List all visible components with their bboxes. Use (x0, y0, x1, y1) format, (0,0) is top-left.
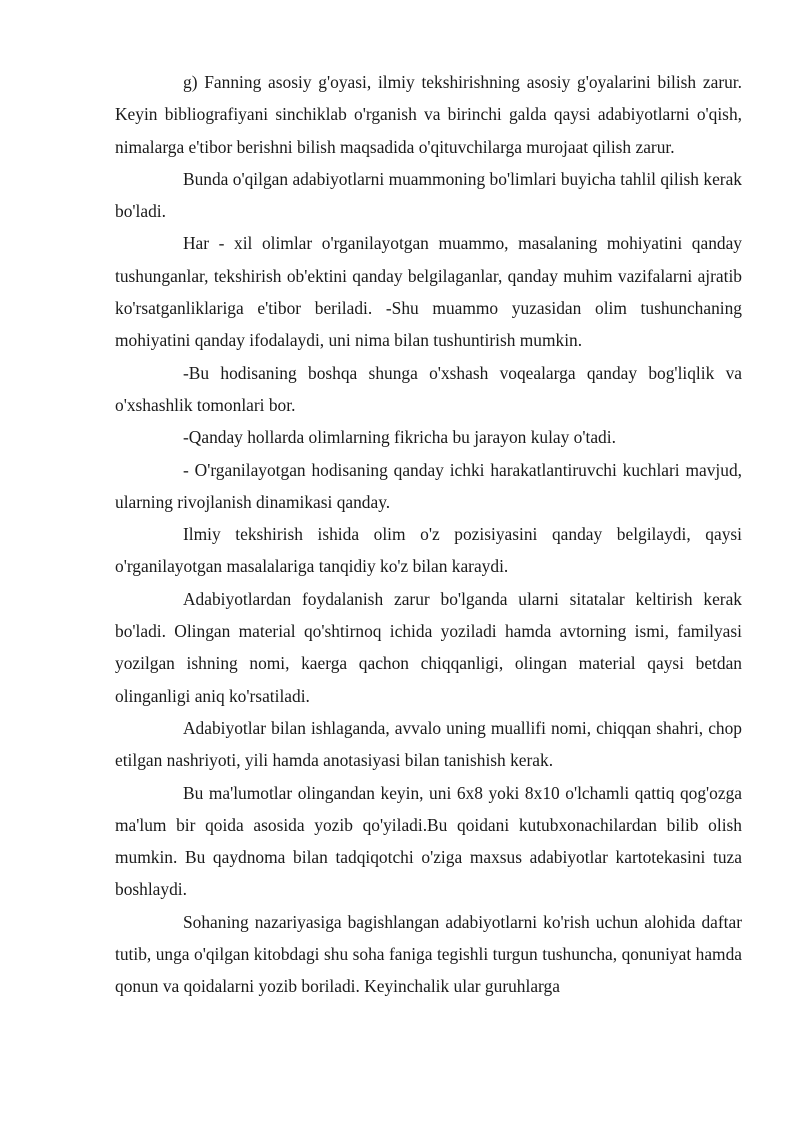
paragraph-5: -Qanday hollarda olimlarning fikricha bu jarayon kulay o'tadi. (183, 427, 616, 448)
paragraph-8: Adabiyotlardan foydalanish zarur bo'lganda ularni sitatalar keltirish kerak bo'ladi. Olingan material qo'shtirnoq ichida yoziladi hamda avtorning ismi, familyasi yozilgan ishning nomi, kaerga qachon chiqqanligi, olingan material qaysi betdan olinganligi aniq ko'rsatiladi. (115, 588, 742, 706)
paragraph-11: Sohaning nazariyasiga bagishlangan adabiyotlarni ko'rish uchun alohida daftar tutib, unga o'qilgan kitobdagi shu soha faniga tegishli turgun tushuncha, qonuniyat hamda qonun va qoidalarni yozib boriladi. Keyinchalik ular guruhlarga (115, 911, 742, 997)
paragraph-3: Har - xil olimlar o'rganilayotgan muammo, masalaning mohiyatini qanday tushunganlar, tekshirish ob'ektini qanday belgilaganlar, qanday muhim vazifalarni ajratib ko'rsatganliklariga e'tibor beriladi. -Shu muammo yuzasidan olim tushunchaning mohiyatini qanday ifodalaydi, uni nima bilan tushuntirish mumkin. (115, 233, 742, 351)
paragraph-10: Bu ma'lumotlar olingandan keyin, uni 6x8 yoki 8x10 o'lchamli qattiq qog'ozga ma'lum bir qoida asosida yozib qo'yiladi.Bu qoidani kutubxonachilardan bilib olish mumkin. Bu qaydnoma bilan tadqiqotchi o'ziga maxsus adabiyotlar kartotekasini tuza boshlaydi. (115, 782, 742, 900)
paragraph-2: Bunda o'qilgan adabiyotlarni muammoning bo'limlari buyicha tahlil qilish kerak bo'ladi. (115, 168, 742, 222)
paragraph-7: Ilmiy tekshirish ishida olim o'z pozisiyasini qanday belgilaydi, qaysi o'rganilayotgan masalalariga tanqidiy ko'z bilan karaydi. (115, 524, 742, 577)
paragraph-9: Adabiyotlar bilan ishlaganda, avvalo uning muallifi nomi, chiqqan shahri, chop etilgan nashriyoti, yili hamda anotasiyasi bilan tanishish kerak. (115, 717, 742, 771)
paragraph-4: -Bu hodisaning boshqa shunga o'xshash voqealarga qanday bog'liqlik va o'xshashlik tomonlari bor. (115, 362, 742, 415)
paragraph-1: g) Fanning asosiy g'oyasi, ilmiy tekshirishning asosiy g'oyalarini bilish zarur. Keyin bibliografiyani sinchiklab o'rganish va birinchi galda qaysi adabiyotlarni o'qish, nimalarga e'tibor berishni bilish maqsadida o'qituvchilarga murojaat qilish zarur. (115, 72, 742, 157)
paragraph-6: - O'rganilayotgan hodisaning qanday ichki harakatlantiruvchi kuchlari mavjud, ularning rivojlanish dinamikasi qanday. (115, 459, 742, 512)
